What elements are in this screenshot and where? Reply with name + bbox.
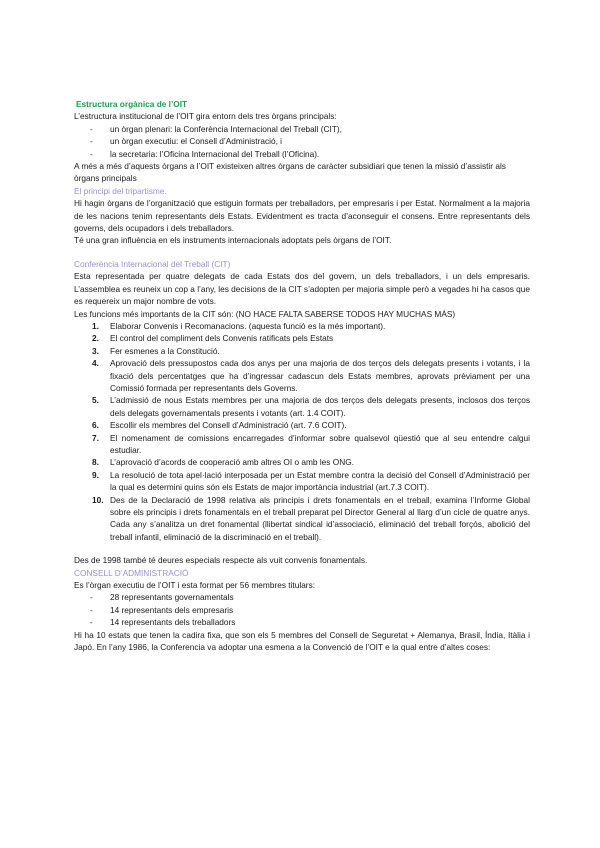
list-item: - un òrgan plenari: la Conferència Internacional del Treball (CIT), [90, 123, 342, 134]
list-item: - 28 representants governamentals [90, 592, 234, 603]
list-item: 3. Fer esmenes a la Constitució. [92, 345, 220, 356]
paragraph-estats: Hi ha 10 estats que tenen la cadira fixa, que son els 5 membres del Consell de Seguretat + Alemanya, Brasil, Índia, Itàlia i Japó. En l’any 1986, la Conferencia va adoptar una esmena a la Convenció de l’OIT e la qual entre d’altes coses: [74, 629, 530, 653]
paragraph-intro: L’estructura institucional de l’OIT gira entorn dels tres òrgans principals: [74, 111, 337, 122]
dash-bullet: - [90, 617, 93, 628]
list-item: 9. La resolució de tota apel·lació interposada per un Estat membre contra la decisió del Consell d’Administració per la qual es determini quins són els Estats de major importància industrial (art.7.3 COIT). [92, 469, 530, 493]
paragraph-tripartisme: Hi hagin òrgans de l’organització que estiguin formats per treballadors, per empresaris i per Estat. Normalment a la majoria de les nacions tenim representants dels Estats. Evidentment es tracta d’aconseguir el consens. Entre representants dels governs, dels ocupadors i dels treballadors. [74, 198, 530, 234]
list-item: 7. El nomenament de comissions encarregades d’informar sobre qualsevol qüestió que al seu entendre calgui estudiar. [92, 432, 530, 455]
paragraph-funcions: Les funcions més importants de la CIT són: (NO HACE FALTA SABERSE TODOS HAY MUCHAS MÁS) [74, 308, 456, 319]
dash-bullet: - [90, 136, 93, 147]
heading-consell: CONSELL D’ADMINISTRACIÓ [74, 567, 189, 578]
document-page [74, 98, 530, 653]
paragraph-1998: Des de 1998 també té deures especials respecte als vuit convenis fonamentals. [74, 555, 368, 566]
dash-bullet: - [90, 148, 93, 159]
list-item: 2. El control del compliment dels Convenis ratificats pels Estats [92, 333, 334, 344]
membres-list [74, 591, 530, 628]
list-item: 4. Aprovació dels pressupostos cada dos anys per una majoria de dos terços dels delegats presents i votants, i la fixació dels percentatges que ha d’ingressar cadascun dels Estats membres, aprovats prèviament per una Comissió formada per representants dels Governs. [92, 358, 530, 393]
list-item: - 14 representants dels treballadors [90, 617, 236, 628]
paragraph-influencia: Té una gran influència en els instruments internacionals adoptats pels òrgans de l’OIT. [74, 235, 392, 246]
heading-estructura: Estructura orgànica de l’OIT [76, 99, 188, 109]
funcions-list [74, 320, 530, 543]
dash-bullet: - [90, 123, 93, 134]
list-item: 5. L’admissió de nous Estats membres per una majoria de dos terços dels delegats presents, inclosos dos terços dels delegats governamentals presents i votants (art. 1.4 COIT). [92, 395, 530, 418]
list-item: 6. Escollir els membres del Consell d’Administració (art. 7.6 COIT). [92, 420, 347, 431]
list-item: - un òrgan executiu: el Consell d’Administració, i [90, 136, 283, 147]
list-item: 8. L’aprovació d’acords de cooperació amb altres OI o amb les ONG. [92, 457, 354, 468]
dash-bullet: - [90, 592, 93, 603]
paragraph-cit: Esta representada per quatre delegats de cada Estats dos del govern, un dels treballadors, i un dels empresaris. L’assemblea es reuneix un cop a l’any, les decisions de la CIT s’adopten per majoria simple però a vegades hi ha casos que es requereix un major nombre de vots. [74, 271, 530, 307]
organs-list [74, 123, 530, 160]
list-item: - la secretaria: l’Oficina Internacional del Treball (l’Oficina). [90, 148, 320, 159]
list-item: 1. Elaborar Convenis i Recomanacions. (aquesta funció es la més important). [92, 320, 386, 331]
heading-cit: Conferència Internacional del Treball (CIT) [74, 258, 231, 269]
paragraph-consell: Es l’òrgan executiu de l’OIT i esta format per 56 membres titulars: [74, 580, 316, 591]
list-item: 10. Des de la Declaració de 1998 relativa als principis i drets fonamentals en el treball, examina l’Informe Global sobre els principis i drets fonamentals en el treball preparat pel Director General al llarg d’un cicle de quatre anys. Cada any s’analitza un dret fonamental (llibertat sindical id’associació, eliminació del treball forçós, abolició del treball infantil, eliminació de la discriminació en el treball). [92, 494, 530, 542]
paragraph-subsidiaris: A més a més d’aquests òrgans a l’OIT existeixen altres òrgans de caràcter subsidiari que tenen la missió d’assistir als òrgans principals [74, 161, 506, 184]
heading-tripartisme: El principi del tripartisme. [74, 185, 167, 196]
dash-bullet: - [90, 604, 93, 615]
list-item: - 14 representants dels empresaris [90, 604, 234, 615]
